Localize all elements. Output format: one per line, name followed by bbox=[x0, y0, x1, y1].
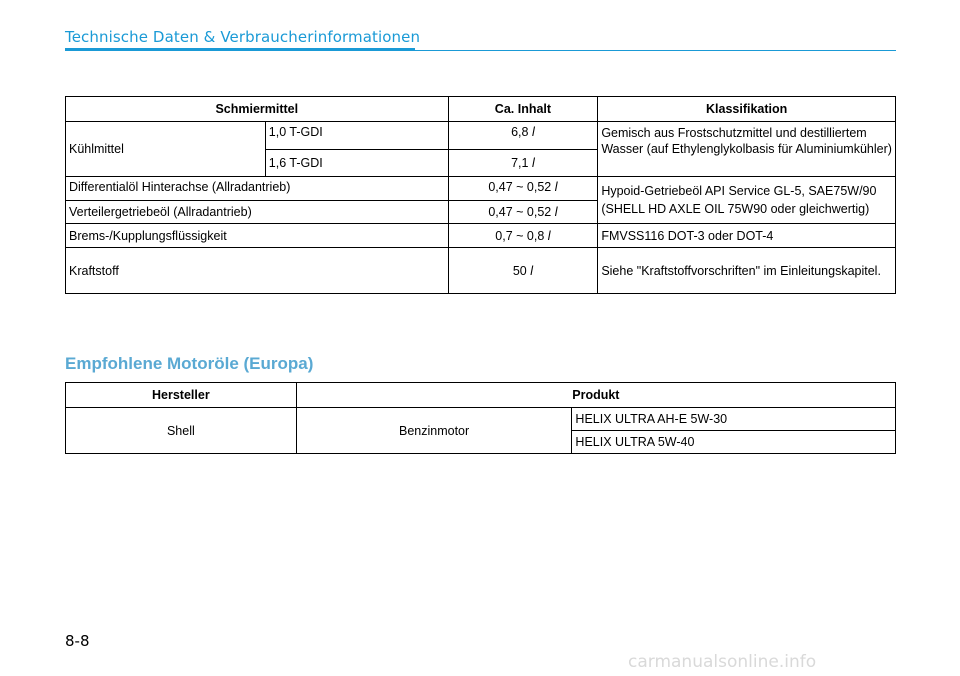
brake-fluid-classification: FMVSS116 DOT-3 oder DOT-4 bbox=[598, 224, 896, 248]
brake-fluid-name: Brems-/Kupplungsflüssigkeit bbox=[66, 224, 449, 248]
coolant-capacity-1: 6,8 l bbox=[448, 122, 598, 150]
liter-unit: l bbox=[554, 205, 558, 219]
recommended-oils-table bbox=[65, 382, 896, 454]
product-2: HELIX ULTRA 5W-40 bbox=[572, 431, 896, 454]
header-rule-accent bbox=[65, 48, 415, 51]
manufacturer-cell: Shell bbox=[66, 408, 297, 454]
coolant-name: Kühlmittel bbox=[66, 122, 266, 177]
rear-diff-capacity: 0,47 ~ 0,52 l bbox=[448, 177, 598, 201]
coolant-engine-2: 1,6 T-GDI bbox=[265, 150, 448, 177]
coolant-engine-1: 1,0 T-GDI bbox=[265, 122, 448, 150]
liter-unit: l bbox=[530, 263, 534, 278]
col-header-lubricant: Schmiermittel bbox=[66, 97, 449, 122]
fuel-classification: Siehe "Kraftstoffvorschriften" im Einleitungskapitel. bbox=[598, 248, 896, 294]
col-header-manufacturer: Hersteller bbox=[66, 383, 297, 408]
page-number: 8-8 bbox=[65, 632, 90, 650]
brake-fluid-capacity: 0,7 ~ 0,8 l bbox=[448, 224, 598, 248]
product-1: HELIX ULTRA AH-E 5W-30 bbox=[572, 408, 896, 431]
transfer-case-name: Verteilergetriebeöl (Allradantrieb) bbox=[66, 201, 449, 224]
liter-unit: l bbox=[531, 125, 535, 139]
liter-unit: l bbox=[531, 156, 535, 170]
watermark: carmanualsonline.info bbox=[628, 652, 817, 672]
engine-type-cell: Benzinmotor bbox=[296, 408, 572, 454]
gear-oil-classification: Hypoid-Getriebeöl API Service GL-5, SAE75W/90 (SHELL HD AXLE OIL 75W90 oder gleichwertig) bbox=[598, 177, 896, 224]
fuel-capacity: 50 l bbox=[448, 248, 598, 294]
coolant-capacity-2: 7,1 l bbox=[448, 150, 598, 177]
col-header-classification: Klassifikation bbox=[598, 97, 896, 122]
liter-unit: l bbox=[547, 228, 551, 243]
coolant-classification: Gemisch aus Frostschutzmittel und destilliertem Wasser (auf Ethylenglykolbasis für Aluminiumkühler) bbox=[598, 122, 896, 177]
liter-unit: l bbox=[554, 180, 558, 194]
rear-diff-name: Differentialöl Hinterachse (Allradantrieb) bbox=[66, 177, 449, 201]
transfer-case-capacity: 0,47 ~ 0,52 l bbox=[448, 201, 598, 224]
col-header-capacity: Ca. Inhalt bbox=[448, 97, 598, 122]
fuel-name: Kraftstoff bbox=[66, 248, 449, 294]
col-header-product: Produkt bbox=[296, 383, 895, 408]
recommended-oils-title: Empfohlene Motoröle (Europa) bbox=[65, 354, 314, 373]
section-header-title: Technische Daten & Verbraucherinformationen bbox=[65, 28, 421, 46]
lubricants-table bbox=[65, 96, 896, 294]
